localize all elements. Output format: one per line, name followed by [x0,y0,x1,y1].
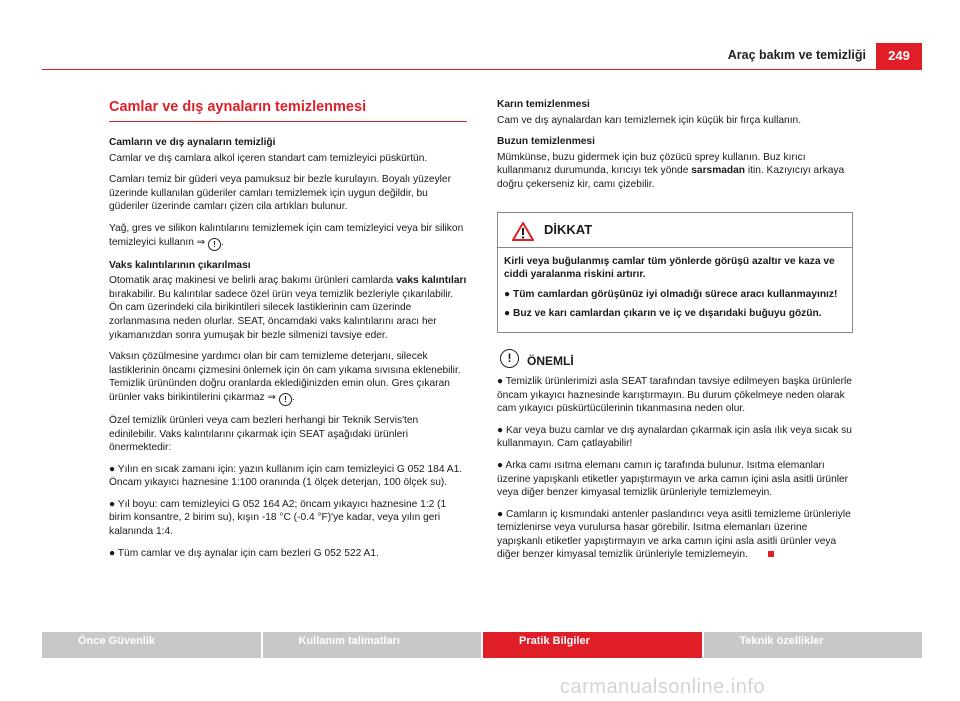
paragraph [109,274,467,342]
tab-practical-info[interactable]: Pratik Bilgiler [483,632,704,658]
notice-list-item: ● Temizlik ürünlerimizi asla SEAT tarafından tavsiye edilmeyen başka ürünlerle öncam yıkayıcı haznesinde karıştırmayın. Bu durum çökelmeye neden olarak cam yıkayıcı püskürtücülerinin tıkanmasına neden olur. [497,375,852,415]
paragraph-text: itin. Kazıyıcıyı arkaya doğru çekerseniz kir, camı çizebilir. [497,165,845,190]
subheading-window-cleaning: Camların ve dış aynaların temizliği [109,137,276,148]
footer-nav [42,632,922,658]
notice-ref-icon[interactable]: ! [279,393,292,406]
section-title: Camlar ve dış aynaların temizlenmesi [109,98,467,122]
warning-text: Kirli veya buğulanmış camlar tüm yönlerde görüşü azaltır ve kaza ve ciddi yaralanma riskini artırır. [504,255,835,281]
header-rule [42,69,922,70]
notice-label: ÖNEMLİ [527,353,574,368]
paragraph [109,350,467,406]
chapter-title: Araç bakım ve temizliği [727,48,866,62]
subheading-snow: Karın temizlenmesi [497,99,590,110]
warning-list-item: ● Tüm camlardan görüşünüz iyi olmadığı sürece aracı kullanmayınız! [504,288,838,300]
notice-list-item [497,508,853,562]
right-column [497,98,853,570]
paragraph-text: Otomatik araç makinesi ve belirli araç bakımı ürünleri camlarda [109,275,397,287]
warning-label: DİKKAT [544,221,593,237]
notice-exclamation-icon: ! [500,349,519,368]
notice-text: ● Camların iç kısmındaki antenler paslandırıcı veya asitli temizleme ürünleriyle temizlenirse veya vurulursa hasar görebilir. Isıtma elemanları üzerine yapışkanlı etiketler yapıştırmayın ve arka camın içini asla asitli ürünler veya diğer benzer kimyasal temizlik ürünleriyle temizlemeyin. [497,508,851,561]
emphasis-text: sarsmadan [691,165,746,177]
left-column [109,98,467,568]
tab-technical-specs[interactable]: Teknik özellikler [704,632,923,658]
paragraph [109,222,467,251]
subheading-ice: Buzun temizlenmesi [497,136,595,148]
watermark: carmanualsonline.info [560,676,766,698]
tab-safety-first[interactable]: Önce Güvenlik [42,632,263,658]
warning-list-item: ● Buz ve karı camlardan çıkarın ve iç ve dışarıdaki buğuyu gözün. [504,308,822,320]
paragraph-end: . [291,391,295,403]
list-item: ● Tüm camlar ve dış aynalar için cam bezleri G 052 522 A1. [109,547,379,559]
list-item: ● Yılın en sıcak zamanı için: yazın kullanım için cam temizleyici G 052 184 A1. Öncam yıkayıcı haznesine 1:100 oranında (1 ölçek deterjan, 100 ölçek su). [109,463,463,489]
emphasis-text: vaks kalıntıları [396,275,467,287]
paragraph: Camlar ve dış camlara alkol içeren standart cam temizleyici püskürtün. [109,152,428,164]
paragraph-text: Yağ, gres ve silikon kalıntılarını temizlemek için cam temizleyici veya bir silikon temizleyici kullanın ⇒ [109,222,464,248]
paragraph: Cam ve dış aynalardan karı temizlemek için küçük bir fırça kullanın. [497,114,802,126]
warning-header [498,213,852,248]
tab-operating-instructions[interactable]: Kullanım talimatları [263,632,484,658]
notice-header [497,349,853,375]
paragraph: Özel temizlik ürünleri veya cam bezleri herhangi bir Teknik Servis'ten edinilebilir. Vaks kalıntılarını çıkarmak için SEAT aşağıdaki ürünleri önermektedir: [109,414,419,454]
paragraph-end: . [221,236,224,248]
notice-list-item: ● Arka camı ısıtma elemanı camın iç tarafında bulunur. Isıtma elemanları üzerine yapışkanlı etiketler yapıştırmayın ve arka camın içini asla asitli ürünler veya diğer benzer kimyasal temizlik ürünleriyle temizlemeyin. [497,459,849,499]
paragraph-text: Vaksın çözülmesine yardımcı olan bir cam temizleme deterjanı, silecek lastiklerinin öncamı çizmesini önlemek için ön cam yıkama sıvısına eklenebilir. Temizlik ürününden doğru oranlarda eklediğinizden emin olun. Gres çıkaran ürünler vaks birikintilerini çıkarmaz ⇒ [109,351,461,403]
subheading-wax-removal: Vaks kalıntılarının çıkarılması [109,259,251,271]
warning-box [497,212,853,333]
notice-list-item: ● Kar veya buzu camlar ve dış aynalardan çıkarmak için asla ılık veya sıcak su kullanmayın. Cam çatlayabilir! [497,424,852,450]
notice-ref-icon[interactable]: ! [208,238,221,251]
page-number: 249 [876,43,922,69]
paragraph: Camları temiz bir güderi veya pamuksuz bir bezle kurulayın. Boyalı yüzeyler üzerinde kullanılan güderiler camları temizlemek için uygun değildir, bu güderiler üzerinde camları çizen cila artıkları bulunur. [109,174,451,213]
paragraph-text: bırakabilir. Bu kalıntılar sadece özel ürün veya temizlik bezleriyle çıkarılabilir. Ön cam üzerindeki cila birikintileri silecek lastiklerinin cam üzerinde zorlanmasına neden olurlar. SEAT, öncamdaki vaks kalıntılarını aracı her yıkamanızdan sonra yumuşak bir bezle silmenizi tavsiye eder. [109,288,454,341]
paragraph-text: Mümkünse, buzu gidermek için buz çözücü sprey kullanın. Buz kırıcı kullanmanız durumunda, kırıcıyı tek yönde [497,151,806,177]
paragraph [497,151,853,192]
end-of-section-icon [768,551,774,557]
warning-body [498,248,852,332]
warning-triangle-icon [512,222,534,241]
list-item: ● Yıl boyu: cam temizleyici G 052 164 A2; öncam yıkayıcı haznesine 1:2 (1 birim konsantre, 2 birim su), kışın -18 °C (-0.4 °F)'ye kadar, veya yılın geri kalanında 1:4. [109,498,447,538]
